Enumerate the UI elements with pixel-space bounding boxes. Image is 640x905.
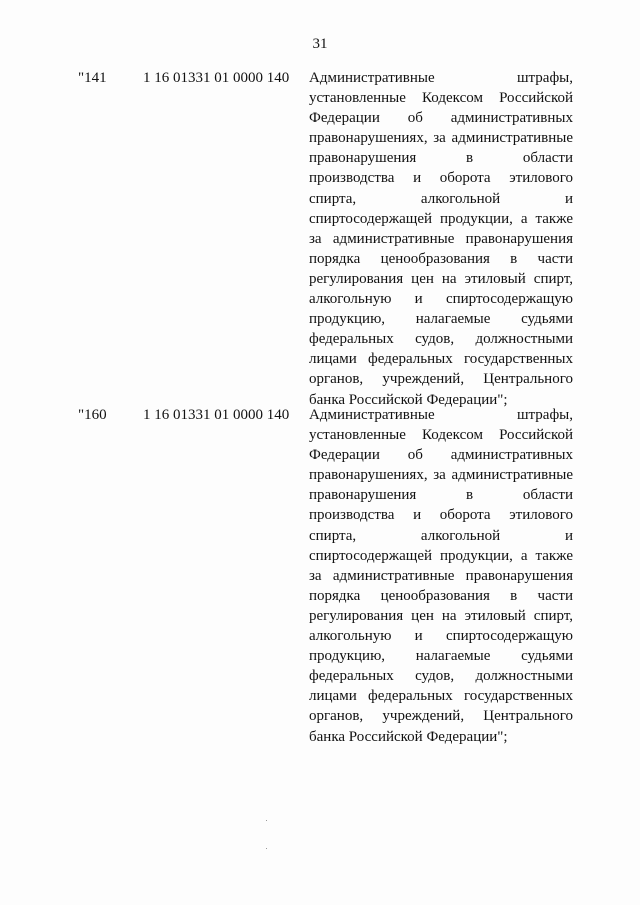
description-line: за административные правонарушения [309, 230, 573, 247]
description-line: установленные Кодексом Российской [309, 90, 573, 107]
page-number: 31 [312, 36, 328, 52]
description-line: органов, учреждений, Центрального [309, 371, 573, 388]
row-number: "160 [78, 407, 107, 423]
description-line: банка Российской Федерации"; [309, 391, 508, 408]
description-line: алкогольную и спиртосодержащую [309, 628, 573, 645]
description-line: правонарушениях, за административные [309, 130, 573, 147]
row-number: "141 [78, 70, 107, 86]
description-line: спиртосодержащей продукции, а также [309, 210, 573, 227]
description-line: правонарушения в области [309, 487, 573, 504]
budget-code: 1 16 01331 01 0000 140 [143, 70, 290, 86]
description-line: Федерации об административных [309, 447, 573, 464]
description-line: продукцию, налагаемые судьями [309, 648, 573, 665]
description-line: продукцию, налагаемые судьями [309, 311, 573, 328]
description-line: лицами федеральных государственных [309, 351, 573, 368]
description-line: лицами федеральных государственных [309, 688, 573, 705]
description-line: Административные штрафы, [309, 70, 573, 86]
budget-code: 1 16 01331 01 0000 140 [143, 407, 290, 423]
description-line: порядка ценообразования в части [309, 587, 573, 604]
description-line: Административные штрафы, [309, 407, 573, 423]
description-line: правонарушениях, за административные [309, 467, 573, 484]
description-line: Федерации об административных [309, 110, 573, 127]
description-line: банка Российской Федерации"; [309, 728, 508, 745]
description-line: федеральных судов, должностными [309, 668, 573, 685]
description-line: спирта, алкогольной и [309, 527, 573, 544]
description-line: алкогольную и спиртосодержащую [309, 291, 573, 308]
row-description [309, 68, 573, 410]
description-line: регулирования цен на этиловый спирт, [309, 607, 573, 624]
description-line: спирта, алкогольной и [309, 190, 573, 207]
scan-speck [266, 820, 267, 821]
description-line: федеральных судов, должностными [309, 331, 573, 348]
description-line: производства и оборота этилового [309, 507, 573, 524]
description-line: правонарушения в области [309, 150, 573, 167]
description-line: органов, учреждений, Центрального [309, 708, 573, 725]
description-line: спиртосодержащей продукции, а также [309, 547, 573, 564]
description-line: порядка ценообразования в части [309, 250, 573, 267]
description-line: за административные правонарушения [309, 567, 573, 584]
description-line: установленные Кодексом Российской [309, 427, 573, 444]
scan-speck [266, 848, 267, 849]
description-line: производства и оборота этилового [309, 170, 573, 187]
row-description [309, 405, 573, 747]
description-line: регулирования цен на этиловый спирт, [309, 270, 573, 287]
